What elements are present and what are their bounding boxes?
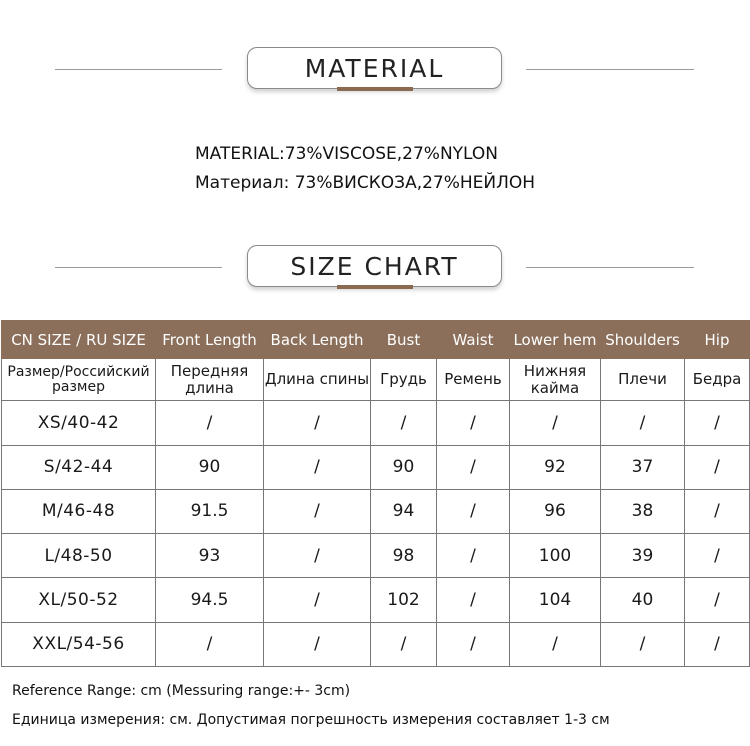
table-row xyxy=(2,534,750,578)
ru-header-cell: Бедра xyxy=(685,359,750,401)
reference-range-en: Reference Range: cm (Messuring range:+- 3cm) xyxy=(12,683,351,699)
table-cell: / xyxy=(437,489,510,533)
table-cell: / xyxy=(264,578,371,622)
header-cell: Hip xyxy=(685,321,750,359)
header-cell: Back Length xyxy=(264,321,371,359)
table-cell: / xyxy=(510,401,601,445)
table-cell: / xyxy=(685,622,750,666)
size-cell: S/42-44 xyxy=(2,445,156,489)
table-cell: 39 xyxy=(601,534,685,578)
table-cell: / xyxy=(685,534,750,578)
title-underline xyxy=(337,285,413,289)
material-line-en: MATERIAL:73%VISCOSE,27%NYLON xyxy=(195,144,499,164)
reference-range-ru: Единица измерения: см. Допустимая погрешность измерения составляет 1-3 см xyxy=(12,712,610,728)
ru-header-cell: Размер/Российский размер xyxy=(2,359,156,401)
size-cell: M/46-48 xyxy=(2,489,156,533)
table-cell: 38 xyxy=(601,489,685,533)
table-cell: / xyxy=(437,534,510,578)
material-line-ru: Материал: 73%ВИСКОЗА,27%НЕЙЛОН xyxy=(195,173,536,193)
table-cell: / xyxy=(437,622,510,666)
size-cell: XS/40-42 xyxy=(2,401,156,445)
table-cell: / xyxy=(685,578,750,622)
table-cell: / xyxy=(685,445,750,489)
table-cell: 91.5 xyxy=(156,489,264,533)
divider-line xyxy=(526,267,694,268)
table-cell: / xyxy=(510,622,601,666)
title-underline xyxy=(337,87,413,91)
table-cell: 104 xyxy=(510,578,601,622)
table-cell: / xyxy=(437,445,510,489)
material-title: MATERIAL xyxy=(247,47,502,89)
header-cell: Lower hem xyxy=(510,321,601,359)
header-cell: CN SIZE / RU SIZE xyxy=(2,321,156,359)
table-cell: / xyxy=(264,445,371,489)
table-cell: / xyxy=(437,578,510,622)
ru-header-cell: Ремень xyxy=(437,359,510,401)
size-chart-table xyxy=(1,320,750,667)
table-cell: / xyxy=(371,401,437,445)
table-cell: 100 xyxy=(510,534,601,578)
header-cell: Shoulders xyxy=(601,321,685,359)
table-cell: / xyxy=(264,622,371,666)
ru-header-cell: Плечи xyxy=(601,359,685,401)
table-cell: / xyxy=(156,622,264,666)
table-row xyxy=(2,445,750,489)
table-cell: 96 xyxy=(510,489,601,533)
table-cell: / xyxy=(601,401,685,445)
divider-line xyxy=(55,69,222,70)
table-cell: / xyxy=(264,489,371,533)
table-cell: / xyxy=(685,401,750,445)
table-cell: / xyxy=(156,401,264,445)
divider-line xyxy=(55,267,222,268)
material-section-header xyxy=(0,47,750,93)
divider-line xyxy=(526,69,694,70)
size-cell: XL/50-52 xyxy=(2,578,156,622)
header-row xyxy=(2,321,750,359)
header-cell: Bust xyxy=(371,321,437,359)
size-cell: L/48-50 xyxy=(2,534,156,578)
ru-header-cell: Передняя длина xyxy=(156,359,264,401)
table-cell: / xyxy=(685,489,750,533)
table-cell: 92 xyxy=(510,445,601,489)
ru-header-cell: Нижняя кайма xyxy=(510,359,601,401)
size-chart-title: SIZE CHART xyxy=(247,245,502,287)
table-cell: / xyxy=(264,401,371,445)
table-cell: / xyxy=(264,534,371,578)
table-cell: 98 xyxy=(371,534,437,578)
table-row xyxy=(2,401,750,445)
table-cell: 90 xyxy=(371,445,437,489)
table-cell: 90 xyxy=(156,445,264,489)
header-cell: Front Length xyxy=(156,321,264,359)
table-cell: 37 xyxy=(601,445,685,489)
table-cell: 94 xyxy=(371,489,437,533)
table-cell: / xyxy=(371,622,437,666)
table-cell: 40 xyxy=(601,578,685,622)
table-cell: / xyxy=(601,622,685,666)
table-cell: 93 xyxy=(156,534,264,578)
size-chart-section-header xyxy=(0,245,750,291)
ru-header-cell: Грудь xyxy=(371,359,437,401)
ru-header-row xyxy=(2,359,750,401)
table-cell: 102 xyxy=(371,578,437,622)
table-row xyxy=(2,578,750,622)
table-cell: / xyxy=(437,401,510,445)
header-cell: Waist xyxy=(437,321,510,359)
size-cell: XXL/54-56 xyxy=(2,622,156,666)
table-cell: 94.5 xyxy=(156,578,264,622)
table-row xyxy=(2,489,750,533)
table-row xyxy=(2,622,750,666)
ru-header-cell: Длина спины xyxy=(264,359,371,401)
